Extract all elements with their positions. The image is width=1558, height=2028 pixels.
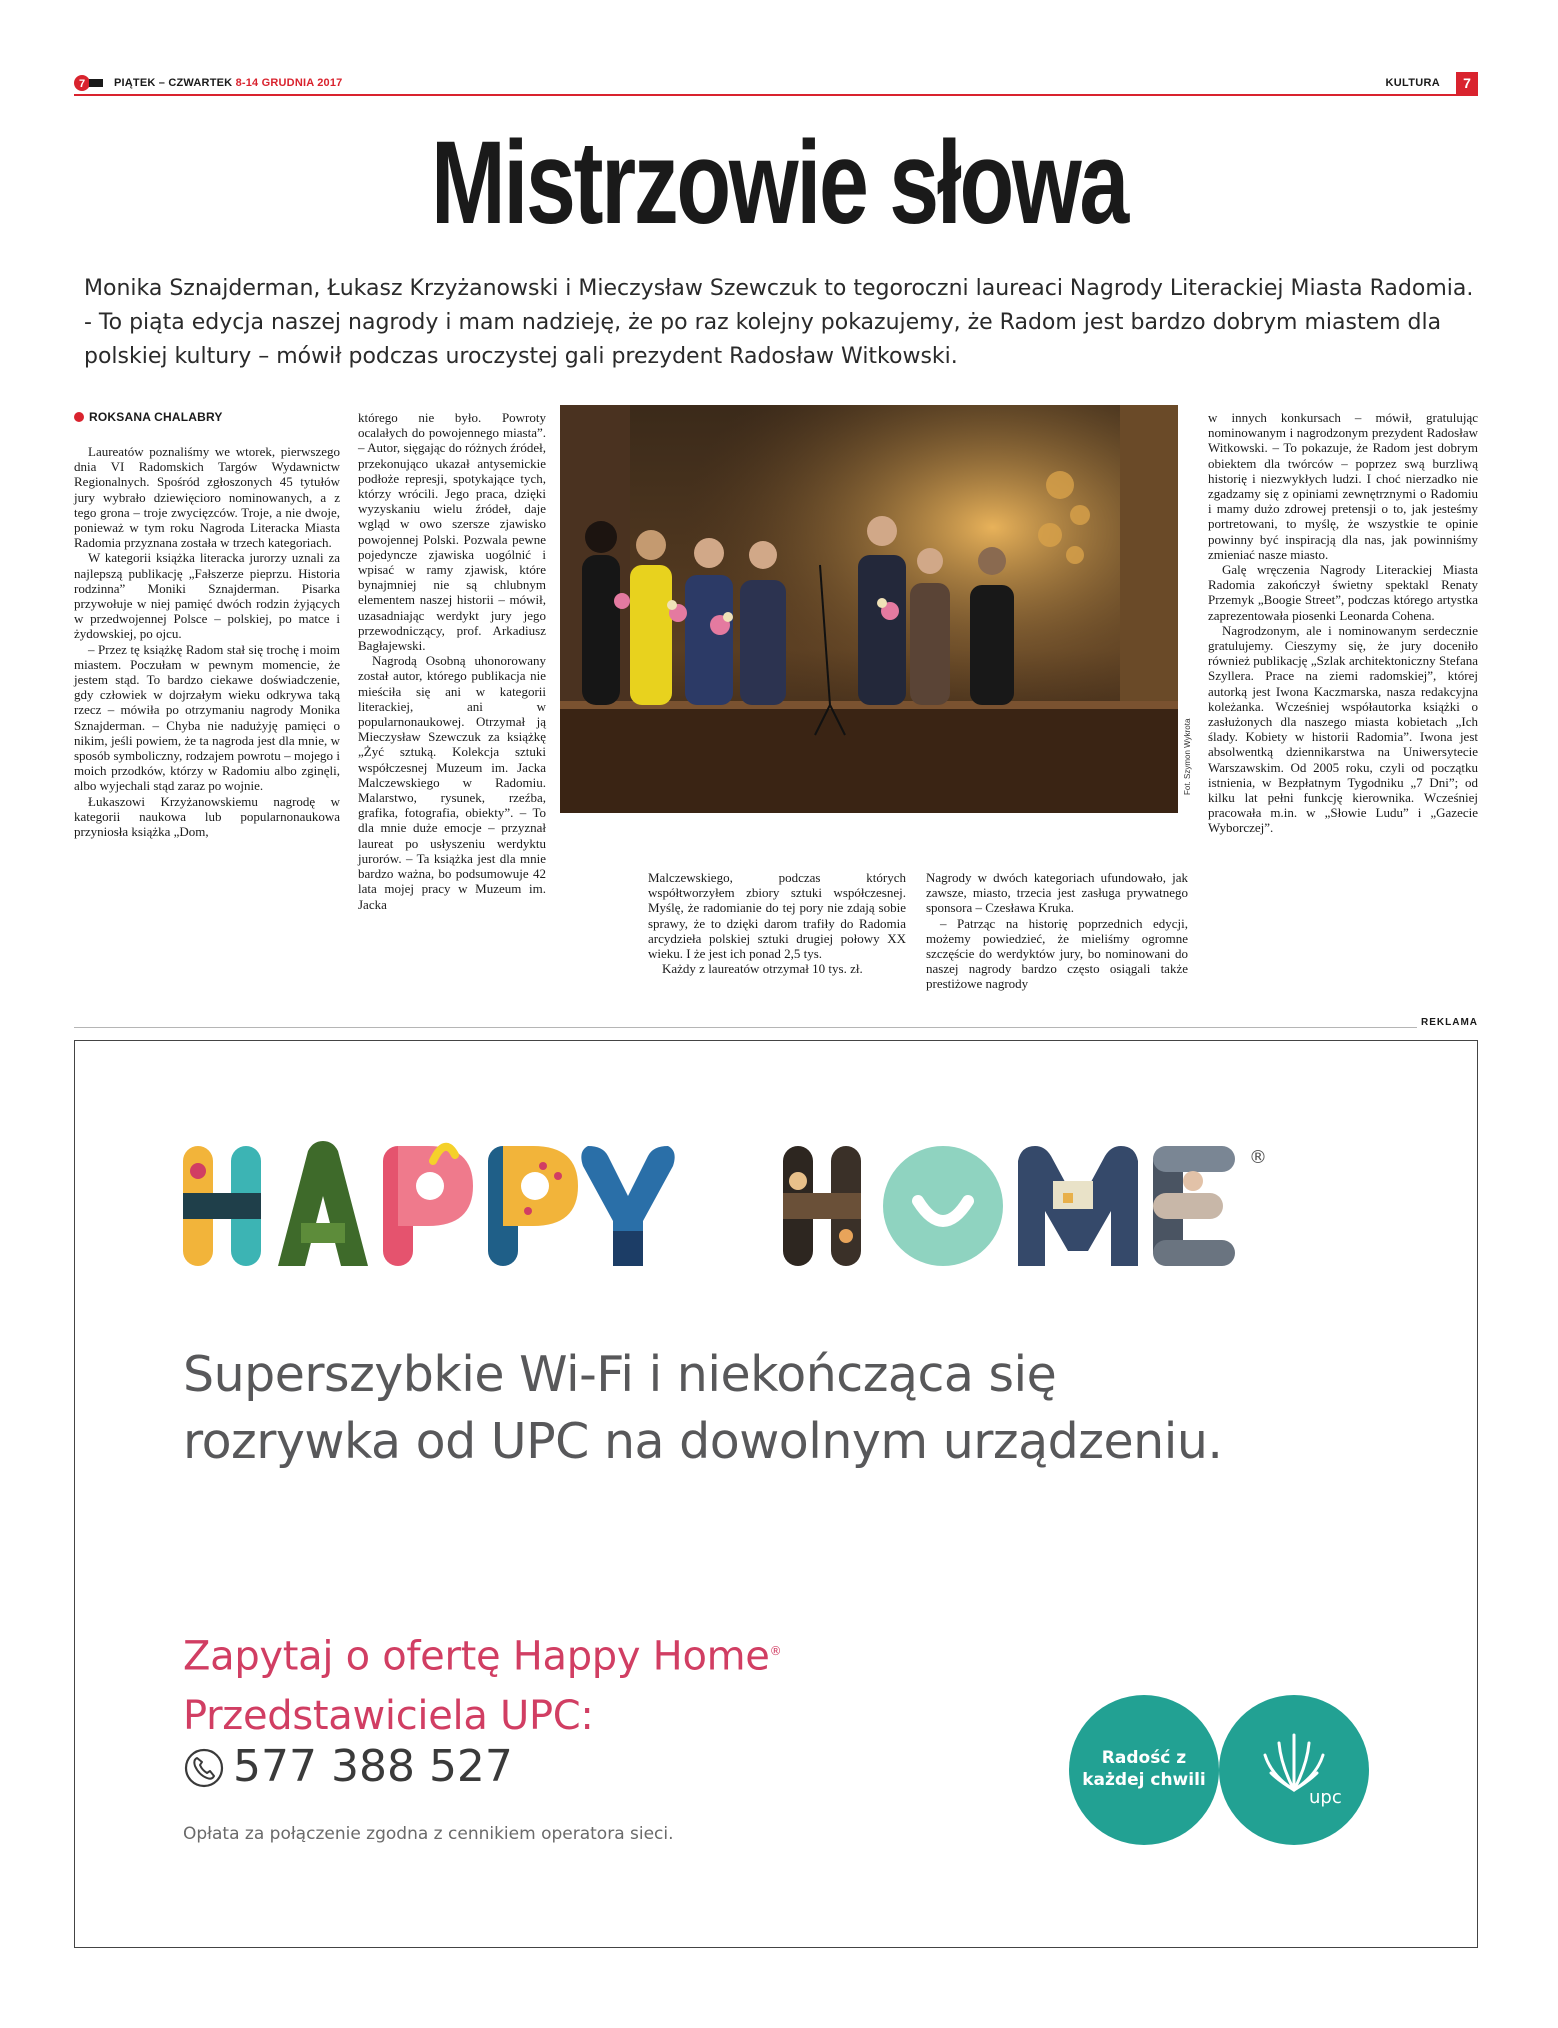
- paragraph: Łukaszowi Krzyżanowskiemu nagrodę w kategorii naukowa lub popularnonaukowa przyniosła książka „Dom,: [74, 793, 340, 840]
- paragraph: Każdy z laureatów otrzymał 10 tys. zł.: [662, 961, 863, 977]
- logo-letter: [883, 1146, 1003, 1266]
- article-column-3: [648, 870, 906, 976]
- logo-letter: [1018, 1146, 1138, 1266]
- upc-advertisement[interactable]: [74, 1040, 1478, 1948]
- slogan-badge: Radość z każdej chwili: [1069, 1695, 1219, 1845]
- fineprint: Opłata za połączenie zgodna z cennikiem operatora sieci.: [183, 1824, 674, 1844]
- logo-letter: [183, 1146, 261, 1266]
- logo-letter: [278, 1141, 368, 1266]
- headline: Mistrzowie słowa: [430, 117, 1128, 249]
- lead-paragraph: Monika Sznajderman, Łukasz Krzyżanowski i Mieczysław Szewczuk to tegoroczni laureaci Nagrody Literackiej Miasta Radomia. - To piąta edycja naszej nagrody i mam nadzieję, że po raz kolejny pokazujemy, że Radom jest bardzo dobrym miastem dla polskiej kultury – mówił podczas uroczystej gali prezydent Radosław Witkowski.: [84, 276, 1474, 369]
- paragraph: Nagrodzonym, ale i nominowanym serdecznie gratulujemy. Cieszymy się, że jury doceniło również publikację „Szlak architektoniczny Stefana Szyllera. Prace na ziemi radomskiej”, której autorką jest Iwona Kaczmarska, nasza redakcyjna koleżanka. Wcześniej współautorka książki o zasłużonych dla naszego miasta kobietach „Ich ślady. Kobiety w historii Radomia”. Iwona jest absolwentką dziennikarstwa na Uniwersytecie Warszawskim. Od 2005 roku, czyli od początku istnienia, w Bezpłatnym Tygodniku „7 Dni”; od kilku lat pełni funkcję kierownika. Wcześniej pracowała m.in. w „Słowie Ludu” i „Gazecie Wyborczej”.: [1208, 622, 1478, 836]
- section-name: KULTURA: [1385, 77, 1440, 89]
- paragraph: W kategorii książka literacka jurorzy uznali za najlepszą publikację „Fałszerze pieprzu. Historia rodzinna” Moniki Sznajderman. Pisarka przywołuje w niej pamięć dwóch rodzin żyjących w przedwojennej Polsce – polskiej, po matce i żydowskiej, po ojcu.: [74, 550, 340, 642]
- paragraph: którego nie było. Powroty ocalałych do powojennego miasta”. – Autor, sięgając do różnych źródeł, przekonująco ukazał antysemickie podłoże represji, spotykające tych, którzy wrócili. Jego praca, dzięki wyzyskaniu wielu źródeł, daje wgląd w owo szersze zjawisko powojennej Polski. Pozwala pewne pojedyncze zjawiska uogólnić i wpisać w ramy zjawisk, które bynajmniej nie są chlubnym elementem naszej historii – mówił, uzasadniając werdykt jury jego przewodniczący, prof. Arkadiusz Bagłajewski.: [358, 410, 546, 654]
- happy-home-logo: [183, 1141, 1383, 1271]
- upc-label: upc: [1309, 1787, 1342, 1808]
- paragraph: Nagrodą Osobną uhonorowany został autor, którego publikacja nie mieściła się ani w kategorii literackiej, ani w popularnonaukowej. Otrzymał ją Mieczysław Szewczuk za książkę „Żyć sztuką. Kolekcja sztuki współczesnej Muzeum im. Jacka Malczewskiego w Radomiu. Malarstwo, rysunek, rzeźba, grafika, fotografia, obiekty”. – To dla mnie duże emocje – przyznał laureat po usłyszeniu werdyktu jurorów. – Ta książka jest dla mnie bardzo ważna, bo podsumowuje 42 lata mojej pracy w Muzeum im. Jacka: [358, 653, 546, 912]
- paragraph: – Przez tę książkę Radom stał się trochę i moim miastem. Poczułam w pewnym momencie, że jestem stąd. To bardzo ciekawe doświadczenie, gdy człowiek w dojrzałym wieku odkrywa taką rzecz – mówiła po otrzymaniu nagrody Monika Sznajderman. – Chyba nie nadużyję pamięci o nikim, jeśli powiem, że ta nagroda jest dla mnie, w sposób symboliczny, rodzajem powrotu – mojego i moich przodków, którzy w Radomiu albo zginęli, albo wyjechali stąd zaraz po wojnie.: [74, 641, 340, 794]
- paragraph: – Patrząc na historię poprzednich edycji, możemy powiedzieć, że mieliśmy ogromne szczęście do werdyktów jury, bo nominowani do naszej nagrody bardzo często osiągali także prestiżowe nagrody: [926, 915, 1188, 992]
- gala-photo: [560, 405, 1178, 813]
- logo-letter: [581, 1146, 674, 1266]
- ad-label: REKLAMA: [1417, 1017, 1478, 1028]
- page-header: [74, 74, 1478, 96]
- offer-text: Zapytaj o ofertę Happy Home® Przedstawiciela UPC:: [183, 1633, 782, 1740]
- logo-letter: [383, 1146, 473, 1266]
- byline: ROKSANA CHALABRY: [74, 410, 223, 424]
- bullet-icon: [74, 412, 84, 422]
- registered-mark: ®: [1249, 1147, 1267, 1168]
- paragraph: w innych konkursach – mówił, gratulując nominowanym i nagrodzonym prezydent Radosław Witkowski. – To pokazuje, że Radom jest dobrym obiektem dla twórców – poprzez swą burzliwą historię i niezwykłych ludzi. I choć nierzadko nie zgadzamy się z opiniami zewnętrznymi o Radomiu i mamy dużo zdrowej pretensji o to, jak jesteśmy portretowani, to myślę, że wszystkie te opinie powinny być inspiracją dla nas, jak powinniśmy zmieniać nasze miasto.: [1208, 410, 1478, 562]
- article-column-1: [74, 444, 340, 839]
- logo-letter: [488, 1146, 578, 1266]
- upc-logo-icon: [1219, 1695, 1369, 1845]
- stage-illustration: [560, 405, 1178, 813]
- article-column-2: [358, 410, 546, 912]
- paragraph: Laureatów poznaliśmy we wtorek, pierwszego dnia VI Radomskich Targów Wydawnictw Regionalnych. Spośród zgłoszonych 45 tytułów jury wybrało dziewięcioro nominowanych, a z tego grona – troje zwycięzców. Troje, a nie dwoje, ponieważ w tym roku Nagroda Literacka Miasta Radomia przyznana została w trzech kategoriach.: [74, 444, 340, 551]
- page-number: 7: [1456, 72, 1478, 94]
- paragraph: Malczewskiego, podczas których współtworzyłem zbiory sztuki współczesnej. Myślę, że radomianie do tej pory nie zdają sobie sprawy, że to dzięki darom trafiły do Radomia arcydzieła polskiej sztuki drugiej połowy XX wieku. I że jest ich ponad 2,5 tys.: [648, 870, 906, 962]
- newspaper-logo: [74, 74, 104, 92]
- phone-icon: [183, 1747, 225, 1789]
- paragraph: Nagrody w dwóch kategoriach ufundowało, jak zawsze, miasto, trzecia jest zasługa prywatnego sponsora – Czesława Kruka.: [926, 870, 1188, 916]
- issue-date-range: 8-14 GRUDNIA 2017: [235, 77, 343, 89]
- section-divider: [74, 1027, 1478, 1028]
- logo-letter: [1153, 1146, 1235, 1266]
- upc-logo-badge: [1219, 1695, 1369, 1845]
- ad-tagline: Superszybkie Wi-Fi i niekończąca się rozrywka od UPC na dowolnym urządzeniu.: [183, 1346, 1223, 1470]
- svg-text:7: 7: [78, 78, 86, 90]
- article-column-4: [926, 870, 1188, 992]
- logo-letter: [783, 1146, 861, 1266]
- article-column-5: [1208, 410, 1478, 836]
- paragraph: Galę wręczenia Nagrody Literackiej Miasta Radomia zakończył świetny spektakl Renaty Przemyk „Boogie Street”, podczas którego artystka zaprezentowała piosenki Leonarda Cohena.: [1208, 562, 1478, 623]
- photo-credit: Fot. Szymon Wykrota: [1183, 718, 1192, 795]
- phone-number[interactable]: 577 388 527: [233, 1741, 513, 1792]
- issue-date: PIĄTEK – CZWARTEK 8-14 GRUDNIA 2017: [114, 77, 343, 89]
